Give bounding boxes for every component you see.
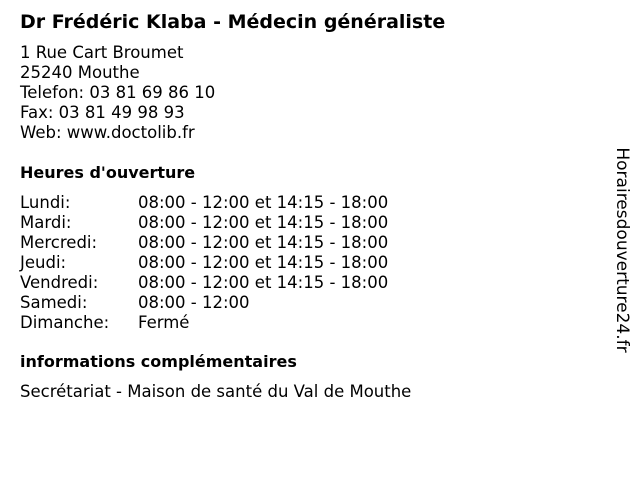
day-hours: Fermé	[138, 313, 190, 332]
page-title: Dr Frédéric Klaba - Médecin généraliste	[20, 11, 446, 33]
hours-row-saturday	[20, 293, 600, 313]
day-label: Mercredi:	[20, 233, 98, 252]
hours-row-thursday	[20, 253, 600, 273]
day-label: Dimanche:	[20, 313, 110, 332]
day-hours: 08:00 - 12:00 et 14:15 - 18:00	[138, 213, 389, 232]
additional-info-heading: informations complémentaires	[20, 352, 297, 371]
hours-row-monday	[20, 193, 600, 213]
day-label: Vendredi:	[20, 273, 99, 292]
day-hours: 08:00 - 12:00 et 14:15 - 18:00	[138, 233, 389, 252]
day-hours: 08:00 - 12:00 et 14:15 - 18:00	[138, 253, 389, 272]
brand-watermark: Horairesdouverture24.fr	[612, 147, 632, 353]
phone-number: Telefon: 03 81 69 86 10	[20, 83, 216, 102]
listing-card	[20, 8, 600, 402]
day-hours: 08:00 - 12:00 et 14:15 - 18:00	[138, 273, 389, 292]
city-postcode: 25240 Mouthe	[20, 63, 140, 82]
day-label: Jeudi:	[20, 253, 67, 272]
day-hours: 08:00 - 12:00	[138, 293, 250, 312]
street-address: 1 Rue Cart Broumet	[20, 43, 184, 62]
hours-row-tuesday	[20, 213, 600, 233]
website: Web: www.doctolib.fr	[20, 123, 195, 142]
fax-number: Fax: 03 81 49 98 93	[20, 103, 185, 122]
hours-row-wednesday	[20, 233, 600, 253]
opening-hours-heading: Heures d'ouverture	[20, 163, 196, 182]
hours-row-friday	[20, 273, 600, 293]
address-block	[20, 43, 600, 143]
day-label: Lundi:	[20, 193, 71, 212]
hours-row-sunday	[20, 313, 600, 333]
day-label: Samedi:	[20, 293, 88, 312]
opening-hours-table	[20, 193, 600, 333]
additional-info-text: Secrétariat - Maison de santé du Val de Mouthe	[20, 382, 412, 401]
day-hours: 08:00 - 12:00 et 14:15 - 18:00	[138, 193, 389, 212]
day-label: Mardi:	[20, 213, 72, 232]
